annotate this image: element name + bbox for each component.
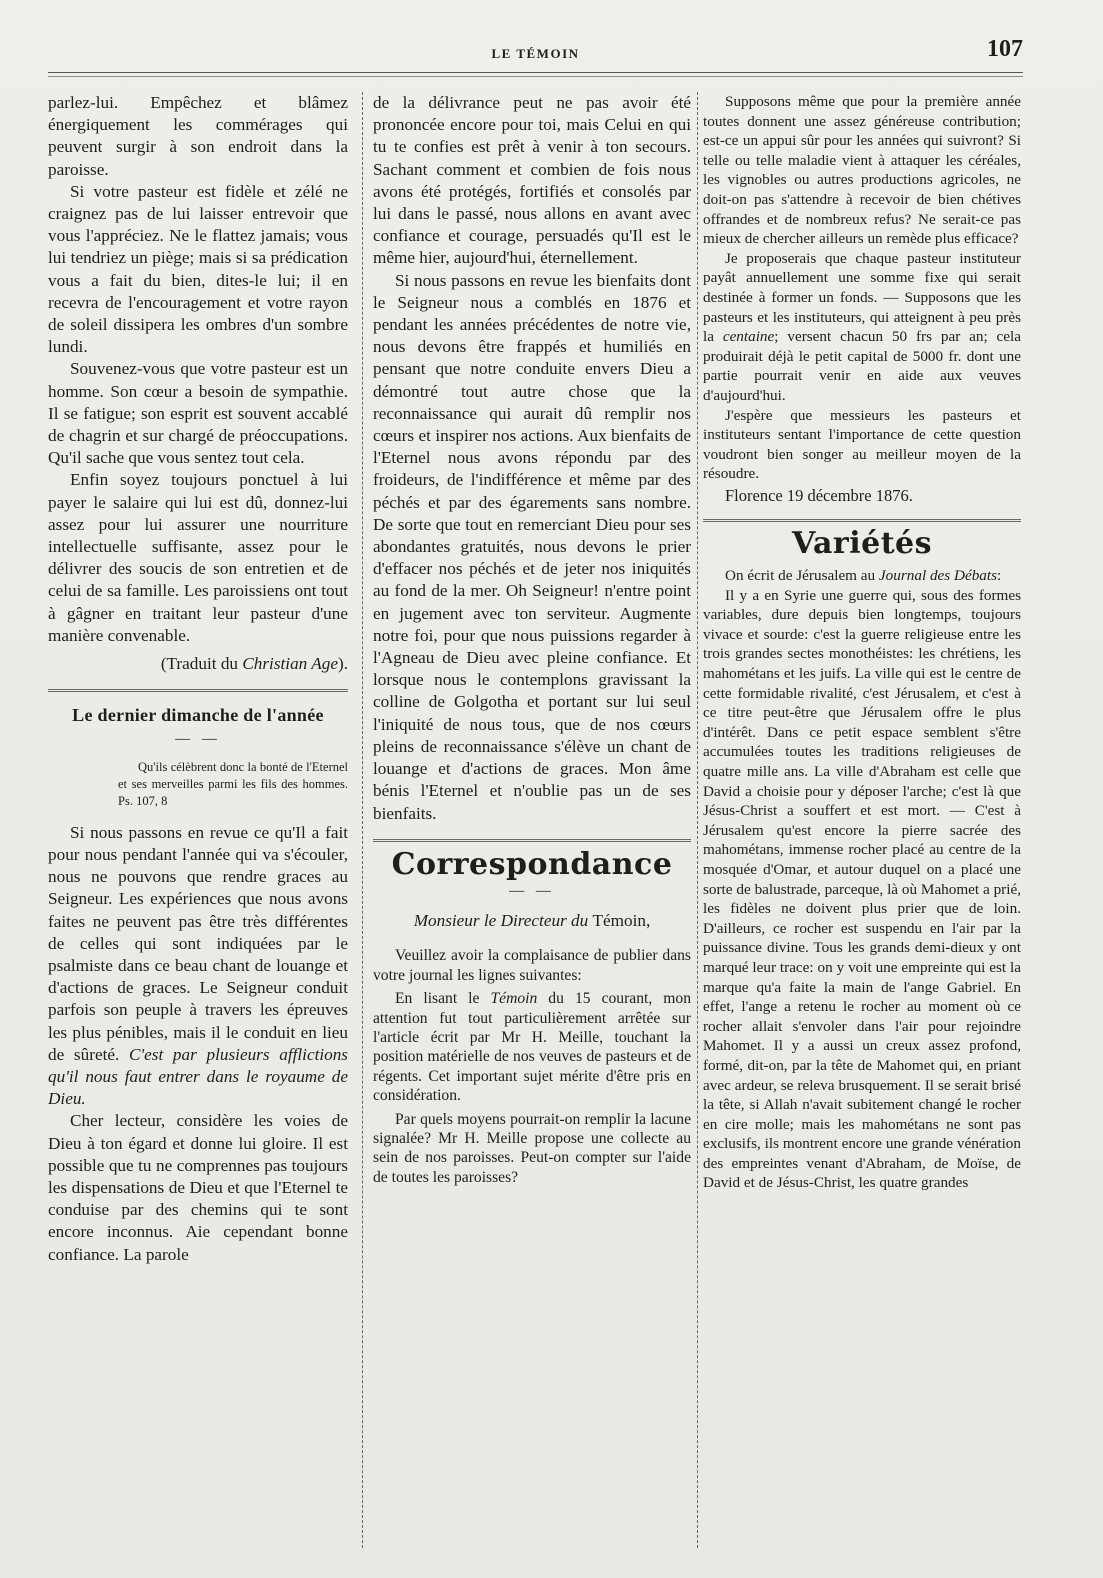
dateline: Florence 19 décembre 1876. <box>725 485 913 505</box>
paragraph: Si votre pasteur est fidèle et zélé ne craignez pas de lui laisser entrevoir que vous l'appréciez. Ne le flattez jamais; vous lui tendriez un piège; mais si sa prédication vous a fait du bien, dites-le lui; il en recevra de l'encouragement et votre rayon de soleil dissipera les ombres d'un sombre lundi. <box>48 181 348 357</box>
paragraph: En lisant le Témoin du 15 courant, mon attention fut tout particulièrement arrêtée sur l'article écrit par Mr H. Meille, touchant la position matérielle de nos veuves de pasteurs et de régents. Cet important sujet mérite d'être pris en considération. <box>373 990 691 1105</box>
section-title-varietes: Variétés <box>791 526 933 562</box>
header-rule <box>48 72 1023 77</box>
paragraph: Je proposerais que chaque pasteur instituteur payât annuellement une somme fixe qui serait destinée à former un fonds. — Supposons que les pasteurs et les instituteurs, qui atteignent à peu près la centaine; versent chacun 50 frs par an; cela produirait déjà le petit capital de 5000 fr. dont une partie pourrait venir en aide aux veuves d'aujourd'hui. <box>703 249 1021 404</box>
epigraph: Qu'ils célèbrent donc la bonté de l'Eternel et ses merveilles parmi les fils des hommes. Ps. 107, 8 <box>118 759 348 808</box>
title-dash: — — <box>175 731 221 748</box>
running-title: LE TÉMOIN <box>491 46 580 61</box>
column-divider-1 <box>362 92 363 1548</box>
paragraph: Il y a en Syrie une guerre qui, sous des formes variables, dure depuis bien longtemps, toujours vivace et sourde: c'est la guerre religieuse entre les trois grandes sectes monothéistes: les chrétiens, les mahométans et les juifs. La ville qui est le centre de cette formidable rivalité, c'est Jérusalem, et c'est à ce titre peut-être que Jérusalem offre le plus d'intérêt. Dans ce petit espace semblent s'être accumulées toutes les traditions religieuses de quatre mille ans. La ville d'Abraham est celle que David a choisie pour y déposer l'arche; c'est là que Jésus-Christ a souffert et est mort. — C'est à Jérusalem qu'est encore la pierre sacrée des mahométans, immense rocher placé au centre de la mosquée d'Omar, et autour duquel on a placé une sorte de balustrade, parceque, là où Mahomet a prié, les fidèles ne doivent plus prier que de loin. D'ailleurs, ce rocher est suspendu en l'air par la puissance divine. Tous les grands demi-dieux y ont marqué leur trace: on y voit une empreinte qui est la marque qu'a faite la main de l'ange Gabriel. En effet, l'ange a retenu le rocher au moment où ce rocher allait s'envoler dans l'air pour rejoindre Mahomet. Il y a aussi un creux assez profond, formé, dit-on, par la tête de Mahomet qui, en priant avec ardeur, se releva brusquement. Il se serait brisé la tête, si Allah n'avait subitement changé le rocher en cire molle; mais les mahométans ne sont pas exclusifs, ils montrent encore une grande vénération des empreintes venant d'Abraham, de Moïse, de David et de Jésus-Christ, les quatre grandes <box>703 586 1021 1192</box>
paragraph: Veuillez avoir la complaisance de publier dans votre journal les lignes suivantes: <box>373 947 691 984</box>
italic-quote: C'est par plusieurs afflictions qu'il nous faut entrer dans le royaume de Dieu. <box>48 1044 348 1109</box>
paragraph: parlez-lui. Empêchez et blâmez énergiquement les commérages qui peuvent surgir à son endroit dans la paroisse. <box>48 93 348 179</box>
paragraph: Supposons même que pour la première année toutes donnent une assez généreuse contribution; est-ce un appui sûr pour les années qui suivront? Si telle ou telle maladie vient à attaquer les céréales, les vignobles ou autres productions agricoles, ne doit-on pas s'attendre à recevoir de bien chétives offrandes et de nombreux refus? Ne serait-ce pas mieux de chercher ailleurs un remède plus efficace? <box>703 93 1021 248</box>
column-1 <box>48 92 348 1556</box>
paragraph: Souvenez-vous que votre pasteur est un homme. Son cœur a besoin de sympathie. Il se fatigue; son esprit est souvent accablé de chagrin et sur chargé de préoccupations. Qu'il sache que vous sentez tout cela. <box>48 359 348 468</box>
article-title: Le dernier dimanche de l'année <box>72 705 324 726</box>
paragraph: J'espère que messieurs les pasteurs et instituteurs sentant l'importance de cette question voudront bien songer au meilleur moyen de la résoudre. <box>703 406 1021 483</box>
correspondence-body <box>373 946 691 1187</box>
page-header <box>48 36 1023 72</box>
paragraph: Par quels moyens pourrait-on remplir la lacune signalée? Mr H. Meille propose une collecte au sein de nos paroisses. Peut-on compter sur l'aide de toutes les paroisses? <box>373 1110 691 1186</box>
paragraph: On écrit de Jérusalem au Journal des Débats: <box>725 567 1002 585</box>
salutation: Monsieur le Directeur du Témoin, <box>413 911 651 931</box>
paragraph: Si nous passons en revue les bienfaits dont le Seigneur nous a comblés en 1876 et pendant les années précédentes de notre vie, nous devons être frappés et humiliés en pensant que notre conduite envers Dieu a démontré tout autre chose que la reconnaissance qui aurait dû remplir nos cœurs et inspirer nos actions. Aux bienfaits de l'Eternel nous avons répondu par des froideurs, de l'indifférence et même par des péchés et par des égarements sans nombre. De sorte que tout en remerciant Dieu pour ses abondantes gratuités, nous devons le prier d'effacer nos péchés et de jeter nos iniquités au fond de la mer. Oh Seigneur! n'entre point en jugement avec ton serviteur. Augmente notre foi, pour que nous puissions regarder à l'Agneau de Dieu avec pleine confiance. Et lorsque nous le contemplons gravissant la colline de Golgotha et portant sur lui seul l'iniquité de nous tous, que de nos cœurs pleins de reconnaissance s'élève un chant de louange et d'actions de graces. Mon âme bénis l'Eternel et n'oublie pas un de ses bienfaits. <box>373 270 691 823</box>
paragraph: Cher lecteur, considère les voies de Dieu à ton égard et donne lui gloire. Il est possible que tu ne comprennes pas toujours les dispensations de Dieu et que l'Eternel te conduise par des chemins qui te sont encore inconnus. Aie cependant bonne confiance. La parole <box>48 1111 348 1264</box>
section-divider <box>373 839 691 842</box>
title-dash: — — <box>509 882 555 899</box>
translation-credit: (Traduit du Christian Age). <box>160 654 348 674</box>
column-divider-2 <box>697 92 698 1548</box>
section-divider <box>703 519 1021 522</box>
column-3 <box>703 92 1021 1556</box>
paragraph: Enfin soyez toujours ponctuel à lui payer le salaire qui lui est dû, donnez-lui assez pour lui assurer une nourriture intellectuelle suffisante, assez pour le délivrer des soucis de son entretien et de celui de sa famille. Les paroissiens ont tout à gâgner en traitant leur pasteur d'une manière convenable. <box>48 470 348 645</box>
column-2 <box>373 92 691 1556</box>
page-number: 107 <box>987 36 1023 62</box>
paragraph: Si nous passons en revue ce qu'Il a fait pour nous pendant l'année qui va s'écouler, nous ne pouvons que rendre graces au Seigneur. Les expériences que nous avons faites ne peuvent pas être très différentes de celles qui sont indiquées par le psalmiste dans ce beau chant de louange et d'actions de graces. Le Seigneur conduit parfois son peuple à travers les épreuves les plus pénibles, mais il le conduit en lieu de sûreté. C'est par plusieurs afflictions qu'il nous faut entrer dans le royaume de Dieu. <box>48 822 348 1109</box>
credit-source: Christian Age <box>242 654 338 674</box>
section-title-correspondance: Correspondance <box>391 846 673 882</box>
section-divider <box>48 689 348 692</box>
paragraph: de la délivrance peut ne pas avoir été prononcée encore pour toi, mais Celui en qui tu te confies est prêt à venir à ton secours. Sachant comment et combien de fois nous avons été protégés, fortifiés et consolés par lui dans le passé, nous allons en avant avec confiance et courage, persuadés qu'Il est le même hier, aujourd'hui, éternellement. <box>373 93 691 268</box>
